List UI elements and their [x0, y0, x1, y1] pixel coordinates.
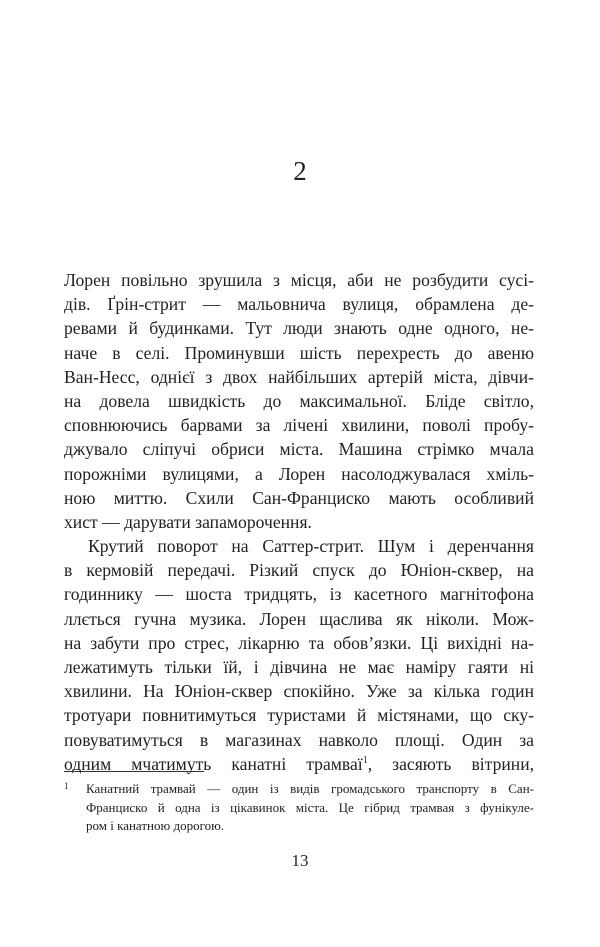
text-line: порожніми вулицями, а Лорен насолоджувалася хміль- — [64, 463, 534, 484]
text-line: сповнюючись барвами за лічені хвилини, поволі пробу- — [64, 415, 534, 436]
footnote-divider — [64, 771, 204, 772]
text-line-with-footnote: одним мчатимуть канатні трамваї$^1$, засяють вітрини, — [64, 753, 535, 774]
footnote-line — [64, 780, 534, 799]
text-line: на забути про стрес, лікарню та обов’язки. Ці вихідні на- — [64, 632, 534, 653]
text-line: Крутий поворот на Саттер-стрит. Шум і деренчання — [88, 536, 534, 557]
footnote-text: Канатний трамвай — один із видів громадського транспорту в Сан- — [86, 781, 534, 796]
chapter-number: 2 — [293, 156, 307, 186]
text-line: ллється гучна музика. Лорен щаслива як ніколи. Мож- — [64, 608, 534, 629]
text-line: в кермовій передачі. Різкий спуск до Юніон-сквер, на — [64, 560, 534, 581]
footnote-line: Франциско й одна із цікавинок міста. Це гібрид трамвая з фунікуле- — [86, 799, 534, 815]
footnote — [64, 780, 534, 836]
text-line: лежатимуть тільки їй, і дівчина не має наміру гаяти ні — [64, 657, 534, 677]
text-line: Ван-Несс, однієї з двох найбільших артерій міста, дівчи- — [64, 366, 534, 387]
text-line: ною миттю. Схили Сан-Франциско мають особливий — [64, 487, 534, 508]
body-text — [64, 268, 534, 776]
text-line: на довела швидкість до максимальної. Бліде світло, — [64, 390, 534, 411]
text-line: джувало сліпучі обриси міста. Машина стрімко мчала — [64, 439, 534, 460]
text-fragment: засяють вітрини, — [392, 753, 535, 774]
text-line: повуватимуться в магазинах навколо площі. Один за — [64, 729, 534, 750]
text-line: наче в селі. Проминувши шість перехресть до авеню — [64, 342, 534, 363]
text-line: хвилини. На Юніон-сквер спокійно. Уже за кілька годин — [64, 681, 534, 702]
page-number: 13 — [291, 851, 309, 870]
footnote-marker: 1 — [64, 781, 69, 791]
text-line: годиннику — шоста тридцять, із касетного магнітофона — [64, 584, 534, 605]
text-line: хист — дарувати запаморочення. — [64, 511, 312, 532]
footnote-reference: 1 — [362, 754, 368, 766]
text-fragment: одним мчатимуть канатні трамваї — [64, 753, 363, 774]
text-line: дів. Ґрін-стрит — мальовнича вулиця, обрамлена де- — [64, 294, 534, 315]
text-line: Лорен повільно зрушила з місця, аби не розбудити сусі- — [64, 270, 534, 290]
footnote-line: ром і канатною дорогою. — [86, 818, 225, 833]
text-line: тротуари повнитимуться туристами й містянами, що ску- — [64, 705, 534, 726]
text-line: ревами й будинками. Тут люди знають одне одного, не- — [64, 318, 534, 339]
